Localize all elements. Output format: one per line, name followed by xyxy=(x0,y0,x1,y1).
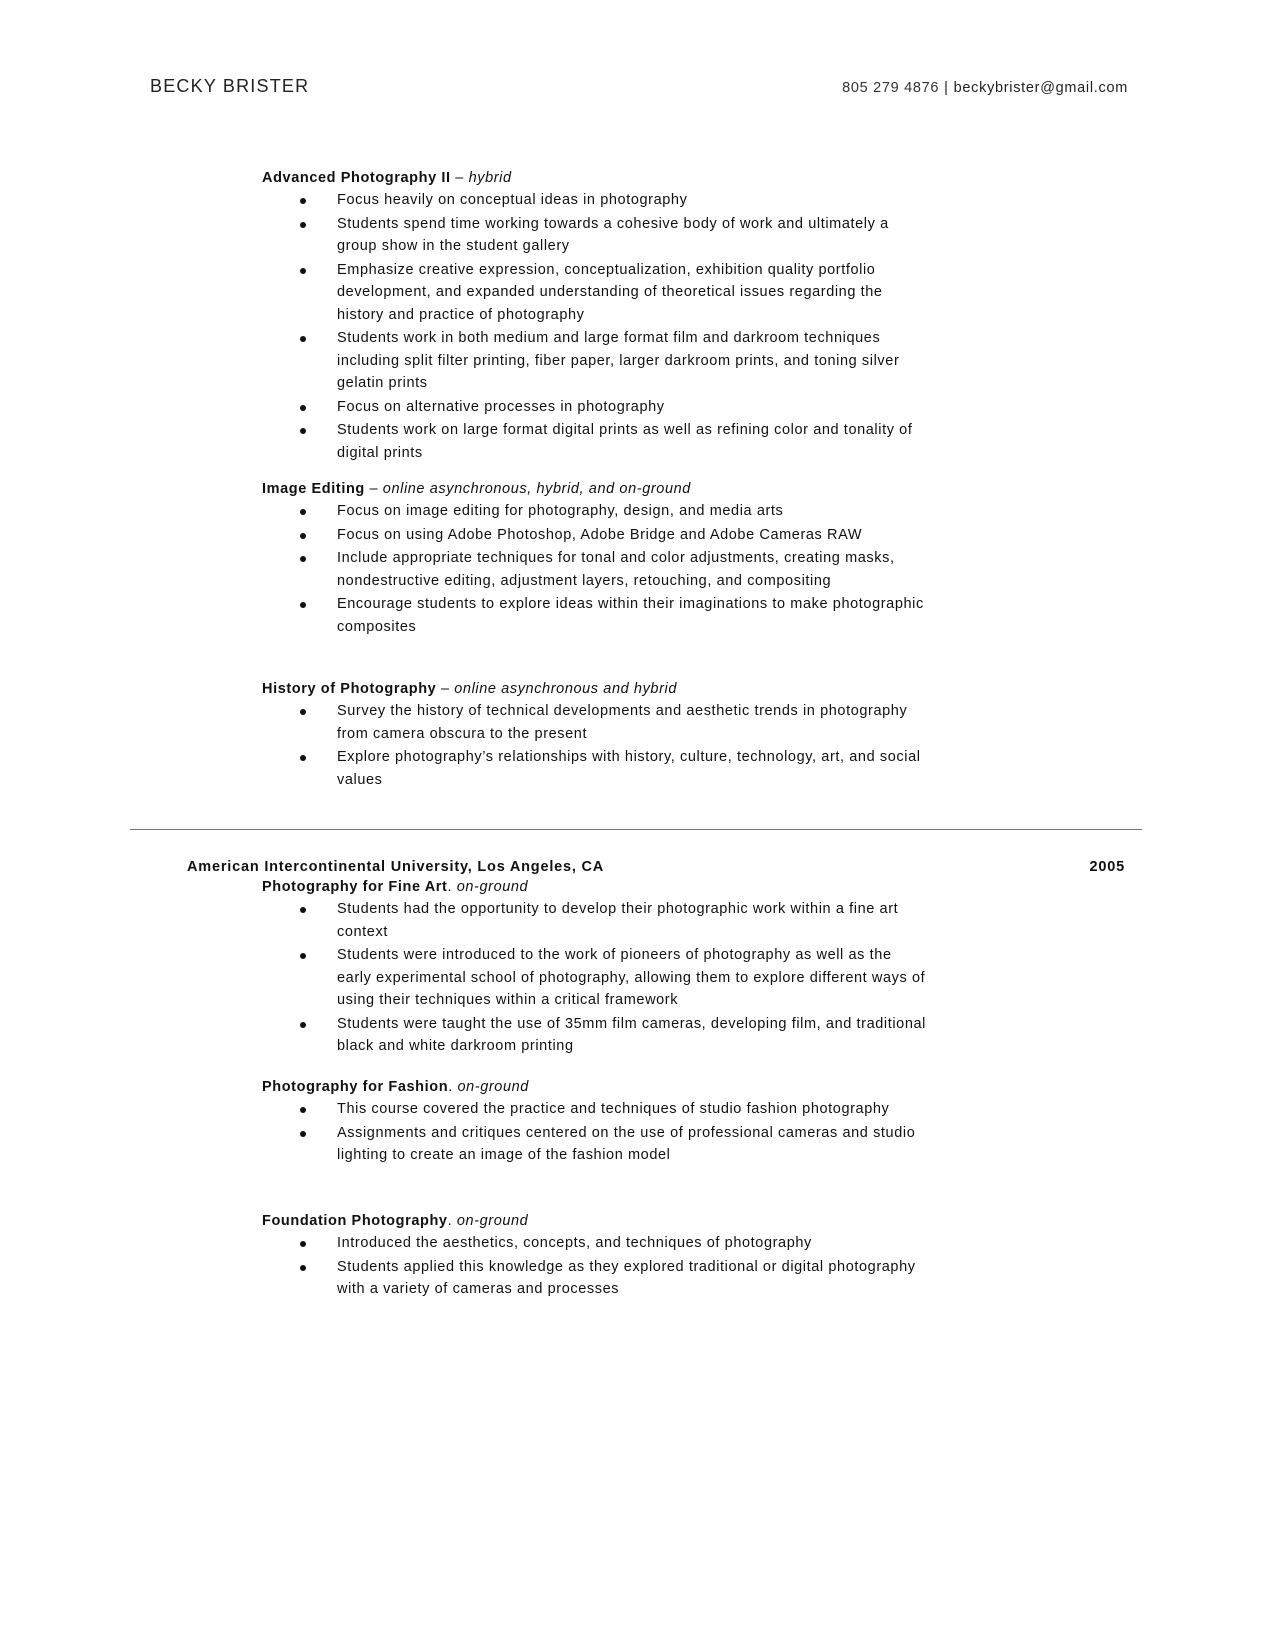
list-item xyxy=(262,944,927,1012)
course-dash: – xyxy=(436,681,455,697)
course-heading xyxy=(262,168,962,188)
list-item-text: Assignments and critiques centered on the use of professional cameras and studio lighting to create an image of the fashion model xyxy=(337,1124,916,1163)
course-bullet-list xyxy=(262,1098,962,1167)
list-item xyxy=(262,259,927,327)
course-photography-for-fashion xyxy=(262,1077,962,1167)
course-dash: . xyxy=(447,879,457,895)
institution-year: 2005 xyxy=(1089,859,1125,875)
course-title: Advanced Photography II xyxy=(262,170,451,186)
list-item-text: Students had the opportunity to develop their photographic work within a fine art context xyxy=(337,901,899,940)
bullet-dot-icon xyxy=(300,1022,306,1028)
course-heading xyxy=(262,479,962,499)
course-mode: online asynchronous and hybrid xyxy=(454,681,677,697)
list-item xyxy=(262,213,927,258)
list-item-text: Explore photography’s relationships with history, culture, technology, art, and social values xyxy=(337,749,921,788)
list-item-text: Students were taught the use of 35mm film cameras, developing film, and traditional black and white darkroom printing xyxy=(337,1015,926,1054)
contact-separator: | xyxy=(944,80,949,96)
course-title: History of Photography xyxy=(262,681,437,697)
list-item xyxy=(262,593,927,638)
list-item-text: Focus heavily on conceptual ideas in photography xyxy=(337,192,688,208)
course-bullet-list xyxy=(262,1232,962,1301)
list-item xyxy=(262,1098,927,1121)
list-item xyxy=(262,898,927,943)
list-item-text: Include appropriate techniques for tonal and color adjustments, creating masks, nondestructive editing, adjustment layers, retouching, and compositing xyxy=(337,550,895,589)
list-item-text: Students work in both medium and large format film and darkroom techniques including split filter printing, fiber paper, larger darkroom prints, and toning silver gelatin prints xyxy=(337,330,900,391)
list-item xyxy=(262,700,927,745)
contact-info xyxy=(842,80,1128,96)
list-item xyxy=(262,1013,927,1058)
bullet-dot-icon xyxy=(300,222,306,228)
bullet-dot-icon xyxy=(300,556,306,562)
course-mode: on-ground xyxy=(456,879,529,895)
list-item-text: Encourage students to explore ideas within their imaginations to make photographic composites xyxy=(337,596,924,635)
course-foundation-photography xyxy=(262,1211,962,1301)
course-dash: . xyxy=(448,1079,458,1095)
bullet-dot-icon xyxy=(300,336,306,342)
list-item xyxy=(262,746,927,791)
list-item xyxy=(262,327,927,395)
course-mode: on-ground xyxy=(456,1213,529,1229)
course-dash: – xyxy=(364,481,383,497)
bullet-dot-icon xyxy=(300,198,306,204)
bullet-dot-icon xyxy=(300,1241,306,1247)
resume-name: BECKY BRISTER xyxy=(150,76,310,96)
list-item xyxy=(262,547,927,592)
list-item xyxy=(262,500,927,523)
bullet-dot-icon xyxy=(300,1107,306,1113)
course-history-of-photography xyxy=(262,679,962,791)
bullet-dot-icon xyxy=(300,755,306,761)
list-item-text: Focus on image editing for photography, design, and media arts xyxy=(337,503,784,519)
course-dash: – xyxy=(450,170,469,186)
bullet-dot-icon xyxy=(300,405,306,411)
course-title: Photography for Fashion xyxy=(262,1079,449,1095)
bullet-dot-icon xyxy=(300,428,306,434)
bullet-dot-icon xyxy=(300,709,306,715)
course-heading xyxy=(262,679,962,699)
course-dash: . xyxy=(447,1213,457,1229)
course-heading xyxy=(262,1211,962,1231)
section-divider xyxy=(130,829,1142,830)
list-item-text: Students applied this knowledge as they explored traditional or digital photography with a variety of cameras and processes xyxy=(337,1258,916,1297)
bullet-dot-icon xyxy=(300,533,306,539)
bullet-dot-icon xyxy=(300,953,306,959)
course-advanced-photography-ii xyxy=(262,168,962,464)
list-item-text: Students were introduced to the work of pioneers of photography as well as the early experimental school of photography, allowing them to explore different ways of using their techniques within a critical framework xyxy=(337,947,926,1008)
list-item xyxy=(262,396,927,419)
list-item xyxy=(262,1256,927,1301)
list-item-text: Focus on using Adobe Photoshop, Adobe Bridge and Adobe Cameras RAW xyxy=(337,526,863,543)
course-heading xyxy=(262,877,962,897)
course-mode: on-ground xyxy=(457,1079,529,1095)
list-item xyxy=(262,1232,927,1255)
course-title: Foundation Photography xyxy=(262,1213,448,1229)
bullet-dot-icon xyxy=(300,509,306,515)
list-item xyxy=(262,419,927,464)
institution-name: American Intercontinental University, Los Angeles, CA xyxy=(187,859,605,875)
list-item-text: Emphasize creative expression, conceptualization, exhibition quality portfolio development, and expanded understanding of theoretical issues regarding the history and practice of photography xyxy=(337,261,883,323)
course-bullet-list xyxy=(262,898,962,1058)
list-item xyxy=(262,1122,927,1167)
course-title: Photography for Fine Art xyxy=(262,879,448,895)
list-item-text: Students work on large format digital prints as well as refining color and tonality of digital prints xyxy=(337,422,913,461)
course-image-editing xyxy=(262,479,962,638)
course-heading xyxy=(262,1077,962,1097)
list-item xyxy=(262,524,927,547)
course-title: Image Editing xyxy=(262,481,365,497)
list-item-text: Introduced the aesthetics, concepts, and techniques of photography xyxy=(337,1235,812,1251)
email-address[interactable]: beckybrister@gmail.com xyxy=(953,80,1128,96)
list-item xyxy=(262,189,927,212)
course-bullet-list xyxy=(262,700,962,791)
bullet-dot-icon xyxy=(300,1265,306,1271)
list-item-text: Survey the history of technical developments and aesthetic trends in photography from camera obscura to the present xyxy=(337,703,908,742)
bullet-dot-icon xyxy=(300,268,306,274)
phone-number: 805 279 4876 xyxy=(842,80,940,96)
course-mode: online asynchronous, hybrid, and on-ground xyxy=(382,481,691,497)
list-item-text: Focus on alternative processes in photography xyxy=(337,398,665,415)
course-bullet-list xyxy=(262,500,962,638)
bullet-dot-icon xyxy=(300,907,306,913)
list-item-text: This course covered the practice and techniques of studio fashion photography xyxy=(337,1101,890,1117)
course-mode: hybrid xyxy=(468,170,512,186)
bullet-dot-icon xyxy=(300,1131,306,1137)
course-photography-for-fine-art xyxy=(262,877,962,1058)
course-bullet-list xyxy=(262,189,962,464)
bullet-dot-icon xyxy=(300,602,306,608)
list-item-text: Students spend time working towards a cohesive body of work and ultimately a group show in the student gallery xyxy=(337,215,889,254)
